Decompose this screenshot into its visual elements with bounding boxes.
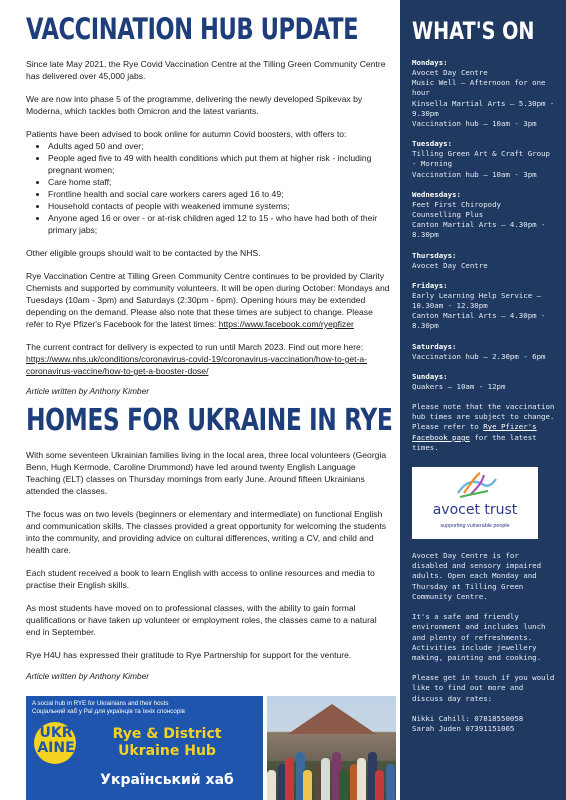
avocet-name: avocet trust — [432, 502, 518, 519]
vaccination-paragraph-1: Since late May 2021, the Rye Covid Vaccination Centre at the Tilling Green Community Centre has delivered over 45,000 jabs. — [26, 59, 386, 81]
day-heading: Fridays: — [412, 280, 448, 290]
building-roof — [277, 704, 387, 734]
list-item: • Adults aged 50 and over; — [48, 140, 392, 152]
list-item: • Household contacts of people with weakened immune systems; — [48, 200, 392, 212]
vaccination-paragraph-6 — [26, 341, 392, 377]
vaccination-note: Please note that the vaccination hub times are subject to change. Please refer to Rye Pfizer's Facebook page for the latest times. — [412, 402, 555, 452]
schedule-activity: Music Well – Afternoon for one hour — [412, 78, 546, 98]
contact-nikki: Nikki Cahill: 07818550058 — [412, 713, 524, 723]
rye-pfizer-facebook-link[interactable]: Rye Pfizer's Facebook page — [412, 422, 537, 442]
list-item: • Care home staff; — [48, 176, 392, 188]
schedule-activity: Feet First Chiropody — [412, 199, 501, 209]
schedule-activity: Vaccination hub – 10am - 3pm — [412, 119, 537, 129]
day-heading: Tuesdays: — [412, 139, 453, 149]
group-photo — [267, 696, 396, 800]
avocet-trust-logo — [412, 467, 538, 539]
vaccination-paragraph-3: Patients have been advised to book online for autumn Covid boosters, with offers to: — [26, 129, 347, 139]
list-item: • Frontline health and social care workers carers aged 16 to 49; — [48, 188, 392, 200]
schedule-activity: Avocet Day Centre — [412, 260, 488, 270]
ukraine-hub-poster — [26, 696, 263, 800]
day-heading: Mondays: — [412, 58, 448, 67]
schedule-activity: Counselling Plus — [412, 210, 484, 220]
ukraine-paragraph-1: With some seventeen Ukrainian families living in the local area, three local volunteers (Georgia Benn, Hugh Kermode, Caroline Drummond) have led around twenty English Language Teaching (ELT) classes on Thursday mornings from early June. Around fifteen Ukrainians attended the classes. — [26, 450, 387, 496]
schedule-day — [412, 251, 556, 271]
schedule — [412, 58, 556, 392]
schedule-activity: Canton Martial Arts – 4.30pm - 8.30pm — [412, 220, 546, 240]
schedule-activity: Vaccination hub – 2.30pm - 6pm — [412, 351, 546, 361]
list-item: • People aged five to 49 with health conditions which put them at higher risk - including pregnant women; — [48, 152, 392, 176]
ukraine-paragraph-4: As most students have moved on to professional classes, with the ability to gain formal qualifications or have taken up volunteer or employment roles, the classes came to a natural end in September. — [26, 603, 377, 637]
day-heading: Wednesdays: — [412, 189, 461, 199]
paragraph-text: Rye Vaccination Centre at Tilling Green Community Centre continues to be provided by Clarity Chemists and supported by community volunteers. It will be open during October: Mondays and Tuesdays (10am - 3pm) and Saturdays (2:30pm - 6pm). Opening hours may be extended depending on the demand. Please also note that these times are subject to change. Please refer to Rye Pfizer's Facebook for the latest times: — [26, 271, 390, 329]
day-heading: Thursdays: — [412, 250, 457, 260]
avocet-paragraph-3: Please get in touch if you would like to find out more and discuss day rates: — [412, 673, 555, 703]
person-figure — [386, 764, 395, 800]
schedule-activity: Vaccination hub – 10am - 3pm — [412, 169, 537, 179]
day-heading: Sundays: — [412, 371, 448, 381]
person-figure — [321, 758, 330, 800]
schedule-day — [412, 372, 556, 392]
schedule-activity: Kinsella Martial Arts – 5.30pm - 9.30pm — [412, 98, 555, 118]
paragraph-text: The current contract for delivery is expected to run until March 2023. Find out more here: — [26, 342, 364, 352]
avocet-bird-icon — [454, 471, 498, 501]
schedule-activity: Avocet Day Centre — [412, 68, 488, 77]
schedule-activity: Tilling Green Art & Craft Group - Morning — [412, 149, 550, 169]
person-figure — [285, 758, 294, 800]
vaccination-paragraph-4: Other eligible groups should wait to be contacted by the NHS. — [26, 248, 261, 258]
schedule-day — [412, 139, 556, 180]
byline: Article written by Anthony Kimber — [26, 386, 150, 396]
whats-on-sidebar — [400, 0, 566, 800]
ukraine-paragraph-2: The focus was on two levels (beginners or elementary and intermediate) on functional English and communication skills. The classes provided a great opportunity for welcoming the students into the community, and providing advice on cultural differences, writing a CV, and child and health care. — [26, 509, 387, 555]
ukraine-paragraph-3: Each student received a book to learn English with access to online resources and media to practise their English skills. — [26, 568, 375, 590]
avocet-paragraph-1: Avocet Day Centre is for disabled and sensory impaired adults. Open each Monday and Thursday at Tilling Green Community Centre. — [412, 551, 542, 601]
vaccination-paragraph-5 — [26, 270, 392, 330]
ukraine-headline: HOMES FOR UKRAINE IN RYE — [26, 403, 393, 438]
avocet-paragraph-2: It's a safe and friendly environment and includes lunch and plenty of refreshments. Activities include jewellery making, painting and cooking. — [412, 612, 546, 662]
byline: Article written by Anthony Kimber — [26, 671, 150, 681]
schedule-day — [412, 190, 556, 241]
photo-strip — [26, 696, 396, 800]
person-figure — [303, 770, 312, 800]
schedule-activity: Canton Martial Arts – 4.30pm - 8.30pm — [412, 311, 546, 331]
schedule-day — [412, 281, 556, 332]
vaccination-headline: VACCINATION HUB UPDATE — [26, 12, 359, 46]
schedule-activity: Early Learning Help Service – 10.30am - 12.30pm — [412, 290, 542, 311]
day-heading: Saturdays: — [412, 341, 457, 351]
poster-subtitle: A social hub in RYE for Ukrainians and their hosts Соціальний хаб у Раї для українців та їхніх спонсорів — [32, 700, 185, 715]
poster-title-ukrainian: Український хаб — [100, 772, 234, 788]
ukraine-paragraph-5: Rye H4U has expressed their gratitude to Rye Partnership for support for the venture. — [26, 650, 352, 660]
avocet-tagline: supporting vulnerable people — [440, 523, 510, 530]
facebook-link[interactable]: https://www.facebook.com/ryepfizer — [218, 319, 354, 329]
schedule-day — [412, 58, 556, 129]
person-figure — [357, 758, 366, 800]
contact-sarah: Sarah Juden 07391151065 — [412, 723, 515, 733]
sidebar-title: WHAT'S ON — [412, 17, 535, 45]
poster-title: Rye & District Ukraine Hub — [112, 726, 222, 759]
list-item: • Anyone aged 16 or over - or at-risk children aged 12 to 15 - who have had both of their primary jabs; — [48, 212, 392, 236]
person-figure — [339, 770, 348, 800]
ukraine-logo-text: UKR AINE — [37, 725, 75, 756]
nhs-booster-link[interactable]: https://www.nhs.uk/conditions/coronavirus-covid-19/coronavirus-vaccination/how-to-get-a-coronavirus-vaccine/how-to-get-a-booster-dose/ — [26, 354, 368, 376]
crowd — [267, 742, 396, 800]
person-figure — [267, 770, 276, 800]
eligibility-list — [38, 140, 392, 236]
schedule-day — [412, 342, 556, 362]
schedule-activity: Quakers – 10am - 12pm — [412, 381, 506, 391]
person-figure — [375, 770, 384, 800]
vaccination-paragraph-2: We are now into phase 5 of the programme, delivering the newly developed Spikevax by Moderna, which tackles both Omicron and the latest variants. — [26, 94, 363, 116]
